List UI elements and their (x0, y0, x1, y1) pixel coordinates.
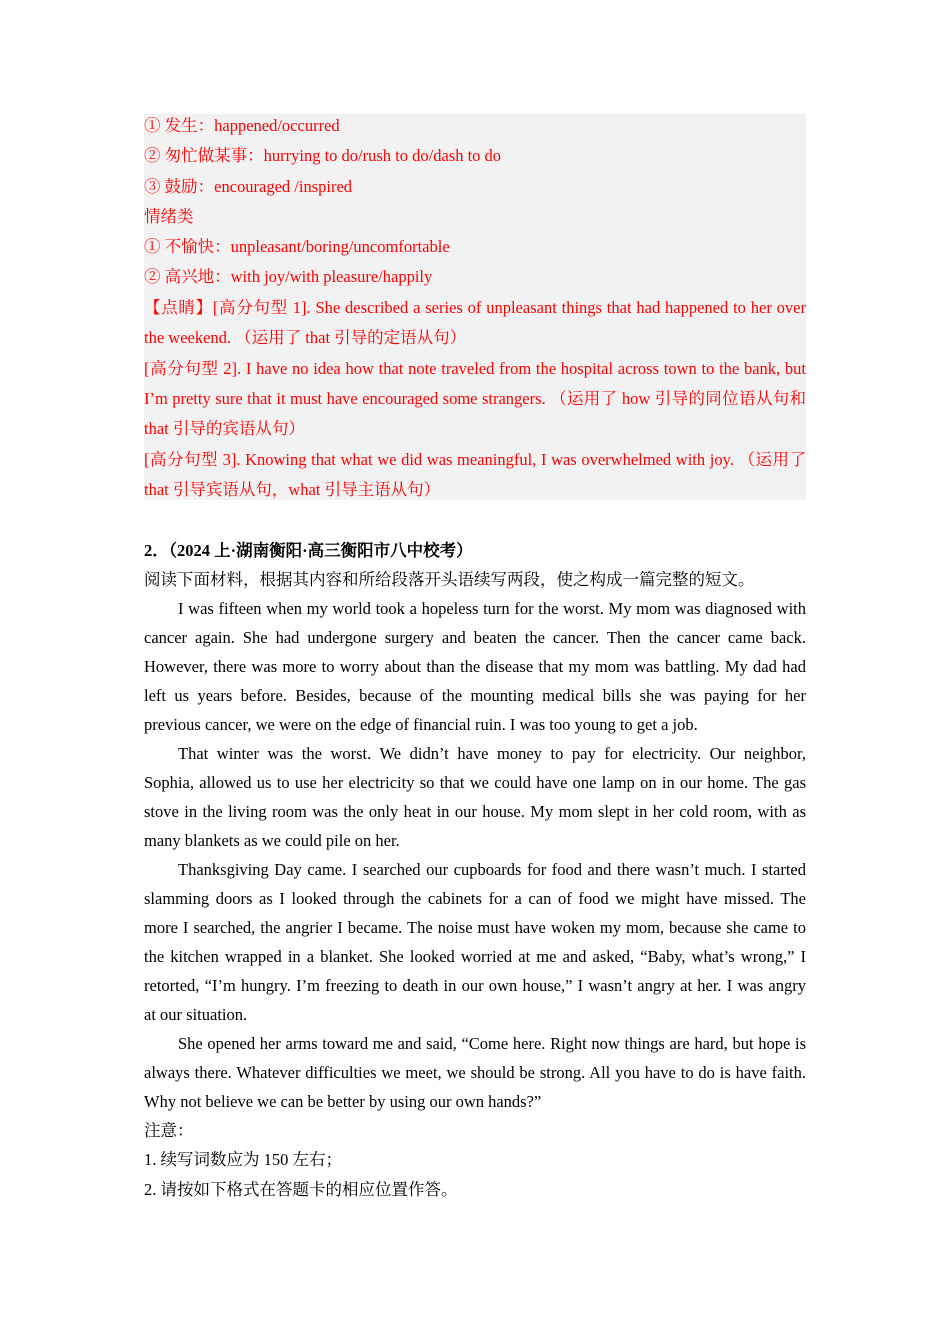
passage-line: at our situation. (144, 1005, 248, 1024)
passage-line: more I searched, the angrier I became. The noise must have woken my mom, because she came to (144, 918, 806, 937)
passage-line: retorted, “I’m hungry. I’m freezing to death in our own house,” I wasn’t angry at her. I was angry (144, 976, 806, 995)
passage-line: cancer again. She had undergone surgery and beaten the cancer. Then the cancer came back. (144, 628, 806, 647)
answer-line: ③ 鼓励：encouraged /inspired (144, 177, 353, 196)
passage-line: Why not believe we can be better by using our own hands?” (144, 1092, 542, 1111)
answer-highlight-sentence: [高分句型 3]. Knowing that what we did was meaningful, I was overwhelmed with joy. （运用了 (144, 450, 806, 469)
passage-line: left us years before. Besides, because of the mounting medical bills she was paying for her (144, 686, 806, 705)
answer-highlight-sentence: [高分句型 2]. I have no idea how that note traveled from the hospital across town to the bank, but (144, 359, 806, 378)
note-item: 1. 续写词数应为 150 左右； (144, 1150, 342, 1169)
passage-line: slamming doors as I looked through the cabinets for a can of food we might have missed. The (144, 889, 806, 908)
passage-line: She opened her arms toward me and said, “Come here. Right now things are hard, but hope is (178, 1034, 806, 1053)
answer-line: ① 不愉快：unpleasant/boring/uncomfortable (144, 237, 450, 256)
passage-line: That winter was the worst. We didn’t have money to pay for electricity. Our neighbor, (178, 744, 806, 763)
answer-line: ② 匆忙做某事：hurrying to do/rush to do/dash to do (144, 146, 502, 165)
notes-title: 注意： (144, 1121, 194, 1140)
question-header: 2．（2024 上·湖南衡阳·高三衡阳市八中校考） (144, 541, 473, 560)
passage-line: I was fifteen when my world took a hopeless turn for the worst. My mom was diagnosed with (178, 599, 806, 618)
answer-highlight-sentence: the weekend. （运用了 that 引导的定语从句） (144, 328, 467, 347)
passage-line: previous cancer, we were on the edge of financial ruin. I was too young to get a job. (144, 715, 698, 734)
answer-highlight-sentence: I’m pretty sure that it must have encouraged some strangers. （运用了 how 引导的同位语从句和 (144, 389, 806, 408)
passage-line: However, there was more to worry about than the disease that my mom was battling. My dad had (144, 657, 806, 676)
answer-highlight-sentence: that 引导的宾语从句） (144, 419, 305, 438)
passage-line: Sophia, allowed us to use her electricity so that we could have one lamp on in our home. The gas (144, 773, 806, 792)
answer-category-heading: 情绪类 (144, 207, 194, 226)
answer-highlight-sentence: 【点睛】[高分句型 1]. She described a series of unpleasant things that had happened to her over (144, 298, 806, 317)
note-item: 2. 请按如下格式在答题卡的相应位置作答。 (144, 1180, 458, 1199)
passage-line: the kitchen wrapped in a blanket. She looked worried at me and asked, “Baby, what’s wrong,” I (144, 947, 806, 966)
passage-line: many blankets as we could pile on her. (144, 831, 400, 850)
answer-highlight-sentence: that 引导宾语从句，what 引导主语从句） (144, 480, 441, 499)
question-instruction: 阅读下面材料，根据其内容和所给段落开头语续写两段，使之构成一篇完整的短文。 (144, 570, 755, 589)
answer-line: ② 高兴地：with joy/with pleasure/happily (144, 267, 433, 286)
passage-line: stove in the living room was the only heat in our house. My mom slept in her cold room, with as (144, 802, 806, 821)
passage-line: always there. Whatever difficulties we meet, we should be strong. All you have to do is have faith. (144, 1063, 806, 1082)
passage-line: Thanksgiving Day came. I searched our cupboards for food and there wasn’t much. I started (178, 860, 806, 879)
answer-line: ① 发生：happened/occurred (144, 116, 340, 135)
